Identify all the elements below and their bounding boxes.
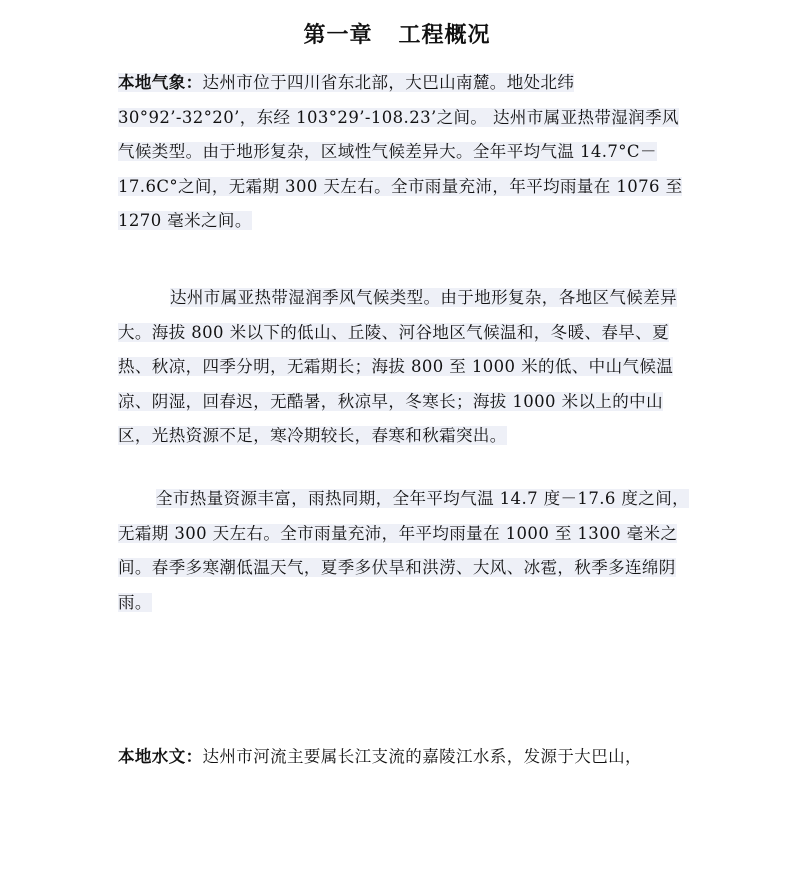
heat-paragraph (118, 482, 690, 620)
terrain-paragraph (118, 281, 690, 454)
hydrology-heading: 本地水文： (118, 747, 203, 766)
hydrology-paragraph (118, 740, 690, 775)
climate-paragraph (118, 66, 690, 239)
terrain-text: 达州市属亚热带湿润季风气候类型。由于地形复杂，各地区气候差异大。海拔 800 米以下的低山、丘陵、河谷地区气候温和，冬暖、春早、夏热、秋凉，四季分明，无霜期长；海拔 800 至 1000 米的低、中山气候温凉、阴湿，回春迟，无酷暑，秋凉早，冬寒长；海拔 1000 米以上的中山区，光热资源不足，寒冷期较长，春寒和秋霜突出。 (118, 288, 677, 445)
chapter-number: 第一章 (303, 23, 373, 48)
climate-heading: 本地气象： (118, 73, 203, 92)
chapter-title (0, 18, 794, 49)
hydrology-text: 达州市河流主要属长江支流的嘉陵江水系，发源于大巴山， (202, 747, 642, 766)
chapter-name: 工程概况 (398, 23, 491, 48)
heat-text: 全市热量资源丰富，雨热同期，全年平均气温 14.7 度－17.6 度之间，无霜期 300 天左右。全市雨量充沛，年平均雨量在 1000 至 1300 毫米之间。春季多寒潮低温天气，夏季多伏旱和洪涝、大风、冰雹，秋季多连绵阴雨。 (118, 489, 690, 612)
climate-text: 达州市位于四川省东北部，大巴山南麓。地处北纬30°92’-32°20’，东经 103°29’-108.23’之间。 达州市属亚热带湿润季风气候类型。由于地形复杂，区域性气候差异大。全年平均气温 14.7°C－17.6C°之间，无霜期 300 天左右。全市雨量充沛，年平均雨量在 1076 至 1270 毫米之间。 (118, 73, 683, 230)
